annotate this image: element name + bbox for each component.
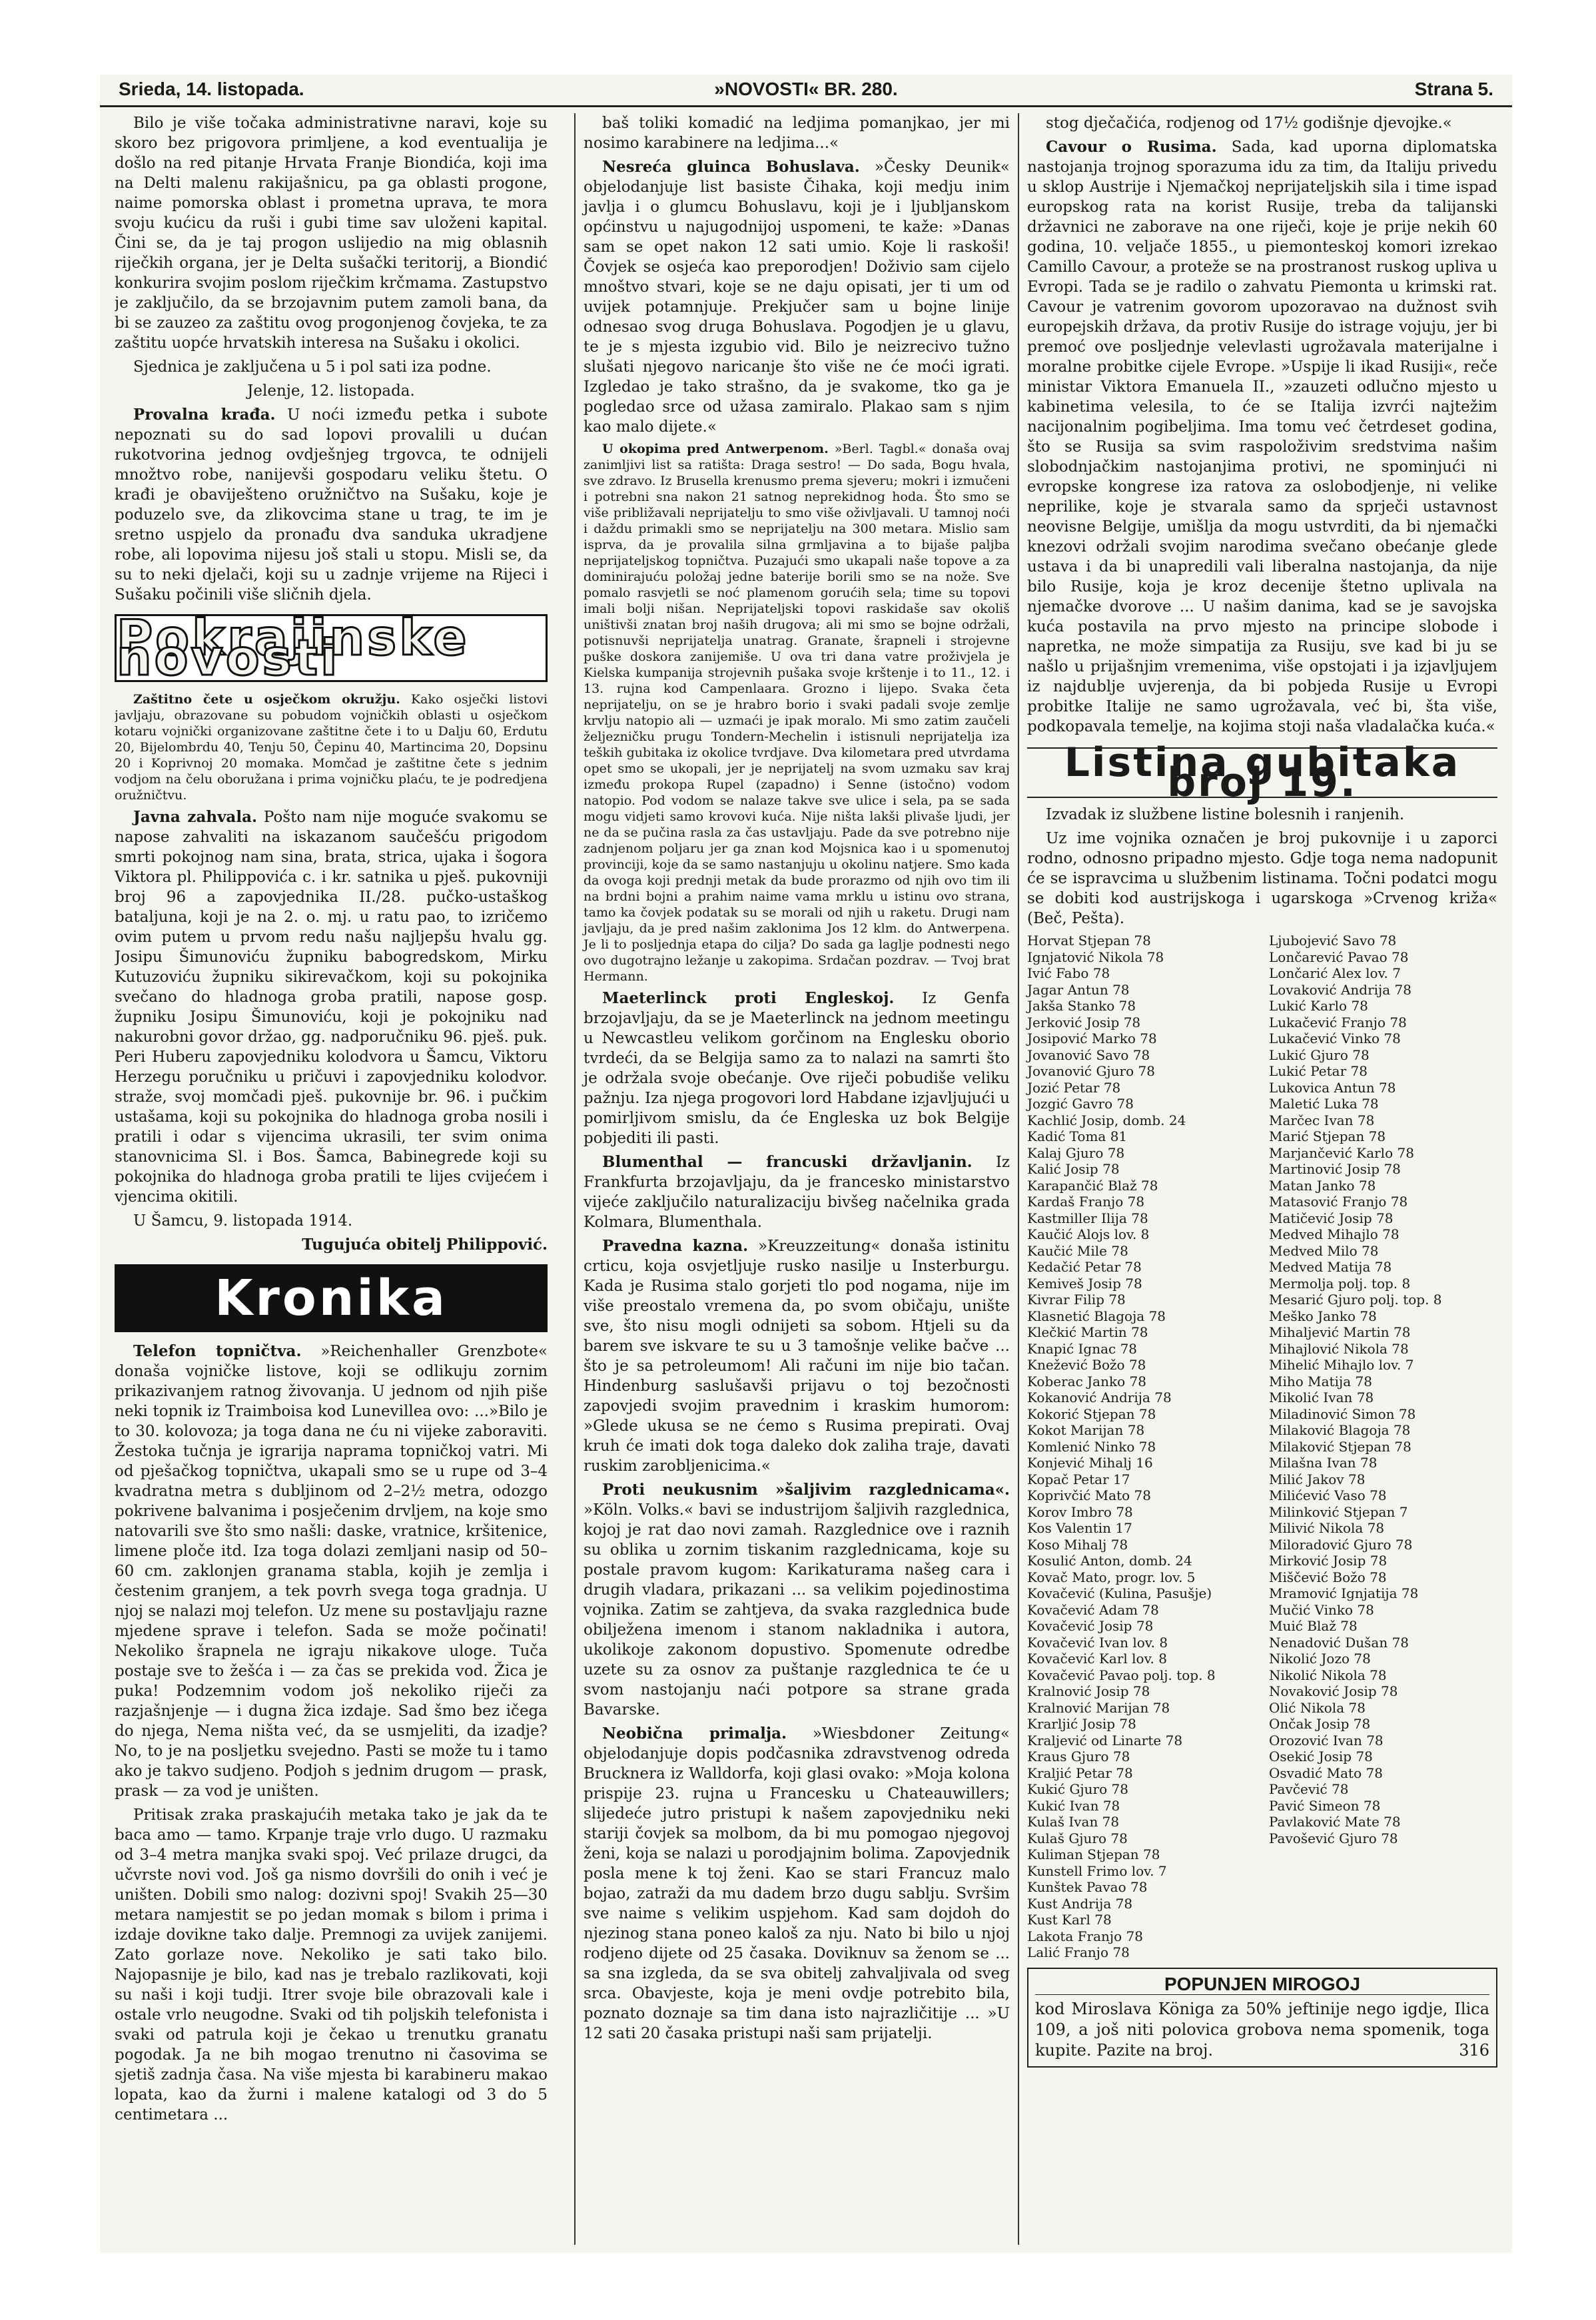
article-text: Izvadak iz službene listine bolesnih i ranjenih. [1046, 806, 1405, 823]
casualty-entry: Lalić Franjo 78 [1027, 1944, 1130, 1960]
casualty-entry: Kust Andrija 78 [1027, 1895, 1133, 1912]
casualty-entry: Jakša Stanko 78 [1027, 998, 1136, 1014]
ad-title: POPUNJEN MIROGOJ [1035, 1974, 1489, 1995]
casualty-entry: Olić Nikola 78 [1269, 1699, 1366, 1716]
casualty-entry: Kaučić Mile 78 [1027, 1242, 1128, 1259]
casualty-entry: Milić Jakov 78 [1269, 1471, 1366, 1487]
casualty-entry: Matan Janko 78 [1269, 1177, 1376, 1194]
casualty-entry: Koberac Janko 78 [1027, 1373, 1146, 1389]
casualty-entry: Kokanović Andrija 78 [1027, 1389, 1172, 1405]
article-text: Iz Frankfurta brzojavljaju, da je francesko ministarstvo vijeće zaključilo naturalizaciju bivšeg načelnika grada Kolmara, Blumenthala. [584, 1154, 1010, 1231]
casualty-entry: Lukačević Franjo 78 [1269, 1014, 1407, 1030]
casualty-list [1027, 933, 1497, 1961]
article-heading: Proti neukusnim »šaljivim razglednicama«. [602, 1481, 1010, 1499]
casualty-entry: Marčec Ivan 78 [1269, 1112, 1375, 1128]
dateline: U Šamcu, 9. listopada 1914. [133, 1212, 353, 1230]
casualty-entry: Knapić Ignac 78 [1027, 1340, 1138, 1357]
ad-body: kod Miroslava Königa za 50% jeftinije nego igdje, Ilica 109, a još niti polovica grobova nema spomenik, toga kupite. Pazite na broj. [1035, 1999, 1489, 2060]
article-heading: U okopima pred Antwerpenom. [602, 442, 829, 456]
column-1 [115, 113, 548, 2245]
casualty-entry: Kosulić Anton, domb. 24 [1027, 1553, 1192, 1569]
article-text: Bilo je više točaka administrativne naravi, koje su skoro bez prigovora primljene, a kod eventualija je došlo na red pitanje Hrvata Franje Biondića, koji ima na Delti malenu rakijašnicu, pa ga oblasti progone, naime pomorska oblast i prometna uprava, te mora svoju kućicu da ruši i gubi time sav uloženi kapital. Čini se, da je taj progon uslijedio na mig oblasnih riječkih organa, jer je Delta sušački teritorij, a Biondić konkurira svojim poslom riječkim krčmama. Zastupstvo je zaključilo, da se brzojavnim putem zamoli bana, da bi se zauzeo za zaštitu ovog progonjenog čovjeka, te za zaštitu uopće hrvatskih interesa na Sušaku i okolici. [115, 115, 548, 352]
article-heading: Javna zahvala. [133, 808, 257, 826]
casualty-entry: Marić Stjepan 78 [1269, 1128, 1386, 1144]
header-date: Srieda, 14. listopada. [119, 79, 304, 99]
section-banner: Kronika [115, 1264, 548, 1332]
casualty-entry: Lukić Petar 78 [1269, 1063, 1368, 1079]
article-text: baš toliki komadić na ledjima pomanjkao, jer mi nosimo karabinere na ledjima...« [584, 115, 1010, 152]
casualty-entry: Krarljić Josip 78 [1027, 1716, 1136, 1732]
casualty-entry: Kulaš Ivan 78 [1027, 1814, 1120, 1830]
casualty-entry: Kastmiller Ilija 78 [1027, 1210, 1148, 1226]
casualty-entry: Jozić Petar 78 [1027, 1079, 1121, 1096]
casualty-entry: Kraljević od Linarte 78 [1027, 1732, 1183, 1748]
casualty-entry: Miloradović Gjuro 78 [1269, 1536, 1413, 1553]
casualty-entry: Pavošević Gjuro 78 [1269, 1830, 1398, 1846]
casualty-entry: Meško Janko 78 [1269, 1308, 1377, 1324]
header-paper: »NOVOSTI« BR. 280. [714, 79, 898, 99]
casualty-column-a [1027, 933, 1256, 1961]
casualty-entry: Miščević Božo 78 [1269, 1569, 1387, 1585]
casualty-entry: Milivić Nikola 78 [1269, 1520, 1385, 1536]
article-small [584, 441, 1010, 984]
casualty-entry: Milaković Stjepan 78 [1269, 1438, 1411, 1455]
column-3 [1018, 113, 1497, 2245]
article-heading: Telefon topničtva. [133, 1342, 302, 1360]
casualty-entry: Koprivčić Mato 78 [1027, 1487, 1151, 1503]
casualty-entry: Nenadović Dušan 78 [1269, 1634, 1409, 1651]
casualty-entry: Orozović Ivan 78 [1269, 1732, 1384, 1748]
casualty-entry: Horvat Stjepan 78 [1027, 933, 1151, 949]
casualty-entry: Klasnetić Blagoja 78 [1027, 1308, 1166, 1324]
casualty-entry: Mučić Vinko 78 [1269, 1601, 1374, 1618]
casualty-entry: Muić Blaž 78 [1269, 1618, 1358, 1634]
casualty-entry: Mramović Ignjatija 78 [1269, 1585, 1419, 1601]
casualty-entry: Ignjatović Nikola 78 [1027, 949, 1164, 965]
ad-text [1035, 1999, 1489, 2061]
casualty-entry: Kralnović Marijan 78 [1027, 1699, 1170, 1716]
article-text: Kako osječki listovi javljaju, obrazovane su pobudom vojničkih oblasti u osječkom kotaru vojnički organizovane zaštitne čete i to u Dalju 60, Erdutu 20, Bijelombrdu 40, Tenju 50, Čepinu 40, Martincima 20, Dopsinu 20 i Koprivnoj 20 momaka. Momčad je zaštitne čete s jednim vodjom na čelu oboružana i prima vojničku plaću, te je podredjena oružničtvu. [115, 692, 548, 803]
article-text: »Kreuzzeitung« donaša istinitu crticu, koja osvjetljuje rusko nasilje u Insterburgu. Kada je Rusima stalo gorjeti tlo pod nogama, nije im više preostalo vremena da, po svom običaju, unište sve, što nisu mogli odnijeti sa sobom. Htjeli su da barem sve iskvare te su u 3 tamošnje velike bačve ... što je sa petroleumom! Ali računi im nije bio tačan. Hindenburg saslušavši prijavu o toj bezočnosti zapovjedi svojim pravednim i kraskim humorom: »Glede ukusa se ne ćemo s Rusima prepirati. Ovaj kruh će imati dok toga daleko dok zaliha traje, davati ruskim zarobljenicima.« [584, 1238, 1010, 1475]
casualty-entry: Kraus Gjuro 78 [1027, 1748, 1130, 1764]
casualty-entry: Kivrar Filip 78 [1027, 1292, 1126, 1308]
article-heading: Maeterlinck proti Engleskoj. [602, 989, 895, 1007]
casualty-entry: Kemiveš Josip 78 [1027, 1275, 1142, 1292]
casualty-entry: Kardaš Franjo 78 [1027, 1194, 1145, 1210]
casualty-entry: Kaučić Alojs lov. 8 [1027, 1226, 1150, 1242]
article [115, 1342, 548, 1801]
article-heading: Nesreća gluinca Bohuslava. [602, 158, 860, 176]
article-text: stog dječačića, rodjenog od 17½ godišnje djevojke.« [1046, 115, 1452, 132]
article [1027, 137, 1497, 737]
casualty-entry: Kunstell Frimo lov. 7 [1027, 1862, 1167, 1879]
casualty-entry: Kovačević Josip 78 [1027, 1618, 1154, 1634]
casualty-entry: Kos Valentin 17 [1027, 1520, 1132, 1536]
article [584, 1236, 1010, 1476]
casualty-entry: Kukić Gjuro 78 [1027, 1781, 1128, 1797]
header-page-number: Strana 5. [1414, 79, 1493, 99]
article-heading: Zaštitno čete u osječkom okružju. [133, 692, 400, 707]
casualty-entry: Novaković Josip 78 [1269, 1683, 1398, 1699]
article-text: »Berl. Tagbl.« donaša ovaj zanimljivi list sa ratišta: Draga sestro! — Do sada, Bogu hvala, sve zdravo. Iz Brusella krenusmo prema sjeveru; mokri i izmučeni i potrebni sna nakon 21 satnog neprekidnog hoda. Što smo se više približavali neprijatelju to smo više oživljavali. U tamnoj noći i daždu primakli smo se neprijatelju na 300 metara. Mislio sam isprva, da je provalila silna grmljavina a to bijaše paljba neprijateljskog topničtva. Puzajući smo ukapali naše topove a za dominirajuću položaj jedne baterije borili smo se na nože. Sve pomalo rasvjetli se noć plamenom gorućih sela; time su topovi imali bolji nišan. Neprijateljski topovi raskidaše sav okoliš uništivši znatan broj naših drugova; ali mi smo se bojne održali, potisnuvši neprijatelja unatrag. Granate, šrapneli i strojevne puške doskora zanijemiše. U ova tri dana vatre proživjela je Kielska kumpanija strojevnih pušaka svoje krštenje i to 11., 12. i 13. rujna kod Campenlaara. Grozno i lijepo. Svaka četa neprijatelju, on se je hrabro borio i svaki padali svoje zemlje krvlju natopio ali — uzmaći je ipak moralo. Mi smo zatim zaučeli željezničku prugu Tondern-Mechelin i istisnuli neprijatelja iza teških gubitaka iz okolice tvrdjave. Dva kilometara pred utvrdama opet smo se ukopali, jer je neprijatelj na svom uzmaku sav kraj između prokopa Rupel (zapadno) i Senne (istočno) vodom natopio. Pod vodom se nalaze takve sve ulice i sela, pa se sada mogu vidjeti samo krovovi kuća. Nije ništa lakši plivaše ljudi, jer ne da se pučina rasla za čas ustavljaju. Pade da sve potrebno nije zadnjenom poljaru jer ga znan kod Mojsnica kao i u spomenutoj provinciji, koje da se samo nastanjuju u okolinu natjere. Smo kada da ovoga koji prednji metak da bude prorazmo od njih ovo tim ili na brdni bojni a prahim naime vama mrklu u istinu ovo strana, tamo ka čovjek podatak su se morali od njih u raketu. Drugi nam javljaju, da je pred našim zaklonima Jos 12 klm. do Antwerpena. Je li to posljednja etapa do cilja? Do sada ga laglje podnesti nego ovo dugotrajno ležanje u zakopima. Srdačan pozdrav. — Tvoj brat Hermann. [584, 442, 1010, 984]
casualty-entry: Klečkić Martin 78 [1027, 1324, 1148, 1340]
casualty-entry: Kovačević Pavao polj. top. 8 [1027, 1667, 1216, 1683]
article-small [115, 691, 548, 803]
article-heading: Neobična primalja. [602, 1725, 787, 1742]
dateline: Jelenje, 12. listopada. [247, 382, 415, 400]
casualty-entry: Konjević Mihalj 16 [1027, 1455, 1153, 1471]
casualty-entry: Jerković Josip 78 [1027, 1014, 1141, 1030]
casualty-entry: Mesarić Gjuro polj. top. 8 [1269, 1292, 1442, 1308]
newspaper-page [100, 75, 1512, 2253]
casualty-entry: Jagar Antun 78 [1027, 981, 1130, 998]
article [584, 157, 1010, 437]
casualty-entry: Kraljić Petar 78 [1027, 1764, 1133, 1781]
signature: Tugujuća obitelj Philippović. [302, 1236, 548, 1254]
casualty-entry: Lovaković Andrija 78 [1269, 981, 1411, 998]
article-text: »Wiesbdoner Zeitung« objelodanjuje dopis podčasnika zdravstvenog odreda Brucknera iz Walldorfa, koji glasi ovako: »Moja kolona prispije 23. rujna u Francesku u Chateauwillers; slijedeće jutro pristupi k našem zapovjedniku neki stariji čovjek sa molbom, da bi mu pomogao njegovoj ženi, koja se nalazi u porodjajnim bolima. Zapovjednik posla mene k toj ženi. Kao se stari Francuz malo bojao, zatraži da mu dadem brzo dugu sablju. Svršim sve naime s velikim uspjehom. Kad sam dojdoh do njezinog stana poneo kaloš za nju. Nato bi bilo u njoj rodjeno dijete od 25 časaka. Doviknuv sa ženom se ... sa sna izgleda, da se sva obitelj zahvaljivala od sveg srca. Obavjeste, koja je meni ovdje potrebito bila, poznato doznaje sa tim dana isto najrazličitije ... »U 12 sati 20 časaka pristupi naši sam prijatelji. [584, 1725, 1010, 2042]
casualty-entry: Kralnović Josip 78 [1027, 1683, 1150, 1699]
article [584, 1724, 1010, 2044]
article [115, 807, 548, 1207]
article-heading: Cavour o Rusima. [1046, 138, 1217, 156]
article-heading: Blumenthal — francuski državljanin. [602, 1153, 973, 1171]
casualty-entry: Kust Karl 78 [1027, 1912, 1112, 1928]
casualty-entry: Karapančić Blaž 78 [1027, 1177, 1158, 1194]
casualty-entry: Kadić Toma 81 [1027, 1128, 1128, 1144]
casualty-entry: Kovačević Ivan lov. 8 [1027, 1634, 1168, 1651]
casualty-entry: Mihelić Mihajlo lov. 7 [1269, 1357, 1414, 1373]
casualty-entry: Kunštek Pavao 78 [1027, 1879, 1148, 1895]
casualty-entry: Kovačević Adam 78 [1027, 1601, 1159, 1618]
casualty-entry: Mihaljević Martin 78 [1269, 1324, 1411, 1340]
article [584, 988, 1010, 1148]
casualty-entry: Kovačević (Kulina, Pasušje) [1027, 1585, 1212, 1601]
casualty-entry: Lakota Franjo 78 [1027, 1928, 1143, 1944]
casualty-entry: Kalaj Gjuro 78 [1027, 1144, 1125, 1161]
casualty-entry: Kachlić Josip, domb. 24 [1027, 1112, 1186, 1128]
casualty-entry: Kuliman Stjepan 78 [1027, 1846, 1160, 1862]
article-text: »Česky Deunik« objelodanjuje list basiste Čihaka, koji medju inim javlja i o glumcu Bohuslavu, koji je i ljubljanskom općinstvu u najugodnijoj uspomeni, te kaže: »Danas sam se opet nakon 12 sati umio. Koje li raskoši! Čovjek se osjeća kao preporodjen! Doživio sam cijelo mnoštvo stvari, koje se ne daju opisati, jer ti um od uvijek potamnjuje. Prekjučer sam u bojne linije odnesao svog druga Bohuslava. Pogodjen je u glavu, te je s mjesta izgubio vid. Bilo je neizrecivo tužno slušati njegovo naricanje što više ne će moći igrati. Izgledao je tako strašno, da je svakome, tko ga je pogledao srce od užasa zamiralo. Plakao sam s njim kao malo dijete.« [584, 159, 1010, 436]
casualty-entry: Ljubojević Savo 78 [1269, 933, 1397, 949]
article-text: Pošto nam nije moguće svakomu se napose zahvaliti na iskazanom saučešću prigodom smrti pokojnog nam sina, brata, strica, ujaka i šogora Viktora pl. Philippovića c. i kr. satnika u pješ. pukovniji broj 96 a zapovjednika II./28. pučko-ustaškog bataljuna, koji je na 2. o. mj. u ratu pao, to izričemo ovim putem u prvom redu našu najljepšu hvalu gg. Josipu Šimunoviću župniku babogredskom, Mirku Kutuzoviću župniku sikirevačkom, koji su pokojnika svečano do hladnoga groba pratili, napose gosp. župniku Josipu Šimunoviću, koji je pokojniku nad nakurobni govor držao, gg. nadporučniku 96. pješ. puk. Peri Huberu zapovjedniku kolodvora u Šamcu, Viktoru Herzegu poručniku u pričuvi i zapovjedniku kolodvor. straže, svoj momčadi pješ. pukovnije br. 96. i pučkim ustašama, koji su pokojnika do hladnoga groba nosili i pratili i odar s vijencima ukrasili, ter svim onima stanovnicima Sl. i Bos. Šamca, Babinegrede koji su pokojnika do hladnoga groba pratili te lijes cvijećem i vjencima okitili. [115, 809, 548, 1206]
casualty-entry: Maletić Luka 78 [1269, 1096, 1379, 1112]
casualty-entry: Matičević Josip 78 [1269, 1210, 1394, 1226]
casualty-entry: Kokot Marijan 78 [1027, 1422, 1145, 1438]
casualty-entry: Matasović Franjo 78 [1269, 1194, 1408, 1210]
casualty-entry: Koso Mihalj 78 [1027, 1536, 1128, 1553]
casualty-entry: Miho Matija 78 [1269, 1373, 1372, 1389]
casualty-entry: Lončarić Alex lov. 7 [1269, 965, 1401, 981]
casualty-entry: Jozgić Gavro 78 [1027, 1096, 1134, 1112]
casualty-entry: Kukić Ivan 78 [1027, 1797, 1120, 1814]
casualty-entry: Lukovica Antun 78 [1269, 1079, 1396, 1096]
casualty-entry: Ončak Josip 78 [1269, 1716, 1371, 1732]
article-text: U noći između petka i subote nepoznati su do sad lopovi provalili u dućan rukotvorina jednog ovdješnjeg trgovca, te odnijeli množtvo robe, nanijevši gospodaru veliku štetu. O krađi je obaviješteno oružničtvo na Sušaku, koje je poduzelo sve, da zlikovcima stane u trag, te im je sretno uspjelo da pronađu dva sanduka ukradjene robe, ali lopovima nijesu još stali u stopu. Misli se, da su to neki djelači, koji su u zadnje vrijeme na Rijeci i Sušaku počinili više sličnih djela. [115, 406, 548, 603]
casualty-entry: Medved Matija 78 [1269, 1259, 1392, 1275]
casualty-column-b [1269, 933, 1497, 1961]
article-text: »Köln. Volks.« bavi se industrijom šaljivih razglednica, kojoj je rat dao novi zamah. Razglednice ove i raznih su oblika u zornim tiskanim razglednicama, koje su postale pravom kugom: Karikaturama našeg cara i drugih vladara, prikazani ... sa velikim pojedinostima vojnika. Zatim se zahtjeva, da svaka razglednica bude obilježena imenom i stanom nakladnika i autora, ukolikoje zakonom dopustivo. Spomenute odredbe uzete su za osnov za puštanje razglednica te će u svom nastojanju naći potpore sa strane grada Bavarske. [584, 1501, 1010, 1719]
casualty-entry: Milićević Vaso 78 [1269, 1487, 1387, 1503]
casualty-entry: Lukić Karlo 78 [1269, 998, 1368, 1014]
casualty-entry: Lukić Gjuro 78 [1269, 1046, 1370, 1063]
casualty-entry: Knežević Božo 78 [1027, 1357, 1146, 1373]
casualty-entry: Pavlaković Mate 78 [1269, 1814, 1401, 1830]
casualty-list-title: Listina gubitaka broj 19. [1027, 747, 1497, 798]
casualty-entry: Mihajlović Nikola 78 [1269, 1340, 1409, 1357]
casualty-entry: Lončarević Pavao 78 [1269, 949, 1409, 965]
casualty-entry: Medved Mihajlo 78 [1269, 1226, 1399, 1242]
casualty-entry: Kopač Petar 17 [1027, 1471, 1130, 1487]
casualty-entry: Kalić Josip 78 [1027, 1161, 1120, 1177]
article-text: Iz Genfa brzojavljaju, da se je Maeterlinck na jednom meetingu u Newcastleu velikom gorčinom na Englesku oborio tvrdeći, da se Belgija samo za to nalazi na samrti što je održala svoje obećanje. Ove riječi pobudiše veliku pažnju. Iza njega progovori lord Habdane izjavljujući u pomirljivom smislu, da će Engleska uz bok Belgije pobjediti ili pasti. [584, 990, 1010, 1147]
casualty-entry: Korov Imbro 78 [1027, 1503, 1133, 1520]
casualty-entry: Kedačić Petar 78 [1027, 1259, 1142, 1275]
casualty-entry: Nikolić Nikola 78 [1269, 1667, 1387, 1683]
casualty-entry: Medved Milo 78 [1269, 1242, 1379, 1259]
casualty-entry: Mikolić Ivan 78 [1269, 1389, 1374, 1405]
casualty-entry: Josipović Marko 78 [1027, 1030, 1157, 1046]
ad-code: 316 [1459, 2040, 1489, 2060]
casualty-entry: Mermolja polj. top. 8 [1269, 1275, 1411, 1292]
advertisement [1027, 1968, 1497, 2068]
casualty-entry: Kovač Mato, progr. lov. 5 [1027, 1569, 1196, 1585]
casualty-entry: Ivić Fabo 78 [1027, 965, 1110, 981]
casualty-entry: Jovanović Savo 78 [1027, 1046, 1150, 1063]
casualty-entry: Martinović Josip 78 [1269, 1161, 1401, 1177]
casualty-entry: Osvadić Mato 78 [1269, 1764, 1383, 1781]
casualty-entry: Nikolić Jozo 78 [1269, 1651, 1371, 1667]
casualty-entry: Lukačević Vinko 78 [1269, 1030, 1401, 1046]
column-2 [574, 113, 1010, 2245]
page-header [100, 75, 1512, 107]
casualty-entry: Pavčević 78 [1269, 1781, 1349, 1797]
casualty-entry: Milašna Ivan 78 [1269, 1455, 1378, 1471]
casualty-entry: Kokorić Stjepan 78 [1027, 1405, 1156, 1422]
casualty-entry: Milaković Blagoja 78 [1269, 1422, 1411, 1438]
casualty-entry: Mirković Josip 78 [1269, 1553, 1388, 1569]
article-text: Sjednica je zaključena u 5 i pol sati iza podne. [133, 358, 492, 376]
article-text: »Reichenhaller Grenzbote« donaša vojničke listove, koji se odlikuju zornim prikazivanjem ratnog živovanja. U jednom od njih piše neki topnik iz Traimboisa kod Lunevillea ovo: ...»Bilo je to 30. kolovoza; ja toga dana ne ću ni vijeke zaboraviti. Žestoka tučnja je igrarija naprama topničkoj vatri. Mi od pješačkog topničtva, ukapali smo se u rupe od 3–4 kvadratna metra s dubljinom od 2–2½ metra, odozgo pokrivene balvanima i posječenim drvljem, na koje smo natovarili sve što smo našli: daske, vratnice, kršitenice, limene ploče itd. Iza toga dolazi zemljani nasip od 50–60 cm. zaklonjen granama stabla, kojih je zemlja i čestenim granjem, a tek povrh svega toga gradnja. U njoj se nalazi moj telefon. Uz mene su postavljaju razne mjedene sprave i telefon. Sada se može počinati! Nekoliko šrapnela ne igraju nikakove uloge. Tuča postaje sve to žešća i — za čas se prekida vod. Žica je puka! Podzemnim vodom još nekoliko riječi za razjašnjenje — i dugna žica izdaje. Sad šmo bez ičega do njega, Nema ništa već, da se usmjeliti, da izadje? No, to je na posljetku svejedno. Pasti se može tu i tamo ako je takvo sudjeno. Podjoh s jednim drugom — prask, prask — za vod je uništen. [115, 1343, 548, 1800]
casualty-entry: Jovanović Gjuro 78 [1027, 1063, 1155, 1079]
casualty-entry: Kulaš Gjuro 78 [1027, 1830, 1128, 1846]
article [584, 1152, 1010, 1232]
article-heading: Pravedna kazna. [602, 1237, 749, 1255]
casualty-entry: Pavić Simeon 78 [1269, 1797, 1381, 1814]
section-banner: Pokrajinske novosti [115, 614, 548, 682]
article-heading: Provalna krađa. [133, 406, 276, 424]
article-text: Uz ime vojnika označen je broj pukovnije i u zaporci rodno, odnosno pripadno mjesto. Gdje toga nema nadopunit će se ispravcima u službenim listinama. Točni podatci mogu se dobiti kod austrijskoga i ugarskoga »Crvenog križa« (Beč, Pešta). [1027, 830, 1497, 927]
casualty-entry: Marjančević Karlo 78 [1269, 1144, 1414, 1161]
article-text: Pritisak zraka praskajućih metaka tako je jak da te baca amo — tamo. Krpanje traje vrlo dugo. U razmaku od 3–4 metra manjka svaki spoj. Već prilaze drugci, da učvrste novi vod. Još ga nismo dovršili do onih i već je uništen. Dobili smo nalog: dozivni spoj! Svakih 25—30 metara namjestit se po jedan momak s bilom i prima i izdaje dovikne tako dalje. Premnogi za uvijek zanijemi. Zato gorlaze nove. Nekoliko je sati tako bilo. Najopasnije je bilo, kad nas je trebalo razlikovati, koji su naši i koji tudji. Itrer svoje bile obrazovali kale i ostale vrlo neugodne. Svaki od tih poljskih telefonista i svaki od patrula koji je čekao u trenutku granatu pogodak. Ja ne bih mogao trenutno ni časovima se sjetiš zadnja časa. Na više mjesta bi karabineru makao lopata, kao da žurni i malene katalogi od 3 do 5 centimetara ... [115, 1806, 548, 2124]
casualty-entry: Milinković Stjepan 7 [1269, 1503, 1408, 1520]
casualty-entry: Osekić Josip 78 [1269, 1748, 1373, 1764]
casualty-entry: Komlenić Ninko 78 [1027, 1438, 1156, 1455]
casualty-entry: Kovačević Karl lov. 8 [1027, 1651, 1167, 1667]
article [115, 405, 548, 605]
article [584, 1480, 1010, 1720]
article-text: Sada, kad uporna diplomatska nastojanja trojnog sporazuma idu za tim, da Italiju privedu u sklop Austrije i Njemačkoj neprijateljskih sila i time ispad europskog rata na korist Rusije, treba da talijanski državnici ne zaborave na one riječi, koje je prije nekih 60 godina, 10. veljače 1855., u piemonteskoj komori izrekao Camillo Cavour, a proteže se na prostranost ruskog upliva u Evropi. Tada se je radilo o zahvatu Piemonta u krimski rat. Cavour je vatrenim govorom upozoravao na dužnost svih europejskih država, da protiv Rusije do istrage vojuju, jer bi premoć ove posljednje velevlasti ugrožavala materijalne i moralne probitke cijele Evrope. »Uspije li ikad Rusiji«, reče ministar Viktora Emanuela II., »zauzeti odlučno mjesto u kabinetima velesila, to će se Italija izvrći najtežim nacijonalnim pogibeljima. Ima tomu već četrdeset godina, što se Rusija sa svim raspoloživim sredstvima našim slobodnjačkim nastojanjima protivi, ne spominjući ni evropske kongrese iza ratova za oslobodjenje, ni velike neprilike, koje je stvarala samo da sprječi ustavnost neovisne Belgije, umišlja da mogu ustvrditi, da bi njemački knezovi održali svojim narodima svečano obećanje glede ustava i da bi unapredili vali liberalna nastojanja, da nije bilo Rusije, koja je kroz decenije štetno uplivala na njemačke dvorove ... U našim danima, kad se je savojska kuća postavila na prvo mjesto na principe slobode i napretka, ne može simpatija za Rusiju, sve kad bi ju se našlo u prijašnjim vremenima, više opstojati i ja izjavljujem iz najdublje uvjerenja, da bi pobjeda Rusije u Evropi probitke Italije ne samo ugrožavala, već bi, šta više, podkopavala temelje, na kojima stoji naša vladalačka kuća.« [1027, 139, 1497, 735]
casualty-entry: Miladinović Simon 78 [1269, 1405, 1416, 1422]
